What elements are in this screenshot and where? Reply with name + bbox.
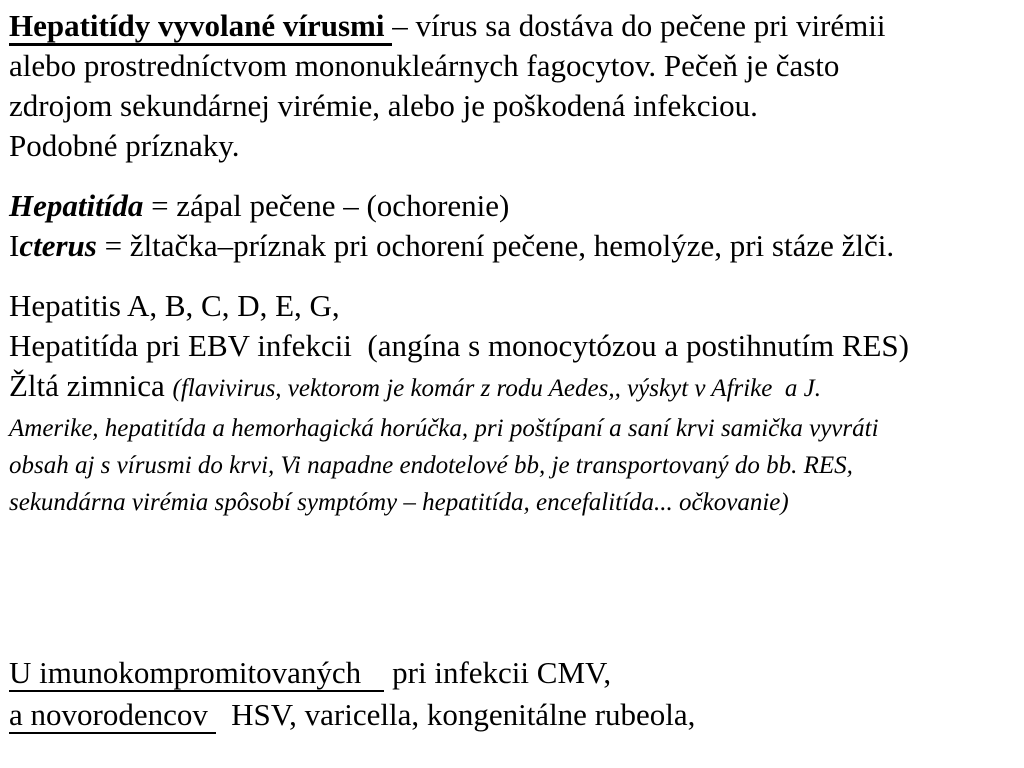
hepatitis-types-paragraph bbox=[9, 286, 1022, 520]
text-run-regular: Podobné príznaky. bbox=[9, 128, 240, 163]
text-run-underline: a novorodencov bbox=[9, 697, 216, 732]
text-line bbox=[9, 694, 1022, 736]
text-run-regular: = zápal pečene – (ochorenie) bbox=[143, 188, 510, 223]
definitions-paragraph bbox=[9, 186, 1022, 266]
text-line bbox=[9, 86, 1022, 126]
text-run-bold-italic: cterus bbox=[19, 228, 97, 263]
text-run-regular: Hepatitída pri EBV infekcii (angína s monocytózou a postihnutím RES) bbox=[9, 328, 909, 363]
text-run-regular: zdrojom sekundárnej virémie, alebo je poškodená infekciou. bbox=[9, 88, 758, 123]
text-line bbox=[9, 326, 1022, 366]
text-line bbox=[9, 6, 1022, 46]
text-run-regular: pri infekcii CMV, bbox=[384, 655, 612, 690]
text-run-italic-small: Amerike, hepatitída a hemorhagická horúčka, pri poštípaní a saní krvi samička vyvráti bbox=[9, 415, 879, 442]
text-run-italic-small: obsah aj s vírusmi do krvi, Vi napadne endotelové bb, je transportovaný do bb. RES, bbox=[9, 452, 853, 479]
text-run-bold-italic: Hepatitída bbox=[9, 188, 144, 223]
text-run-regular: – vírus sa dostáva do pečene pri virémii bbox=[392, 8, 886, 43]
text-line bbox=[9, 483, 1022, 520]
intro-paragraph bbox=[9, 6, 1022, 166]
text-run-italic-small: (flavivirus, vektorom je komár z rodu Aedes,, výskyt v Afrike a J. bbox=[172, 375, 821, 402]
text-line bbox=[9, 226, 1022, 266]
text-run-underline: U imunokompromitovaných bbox=[9, 655, 385, 690]
text-line bbox=[9, 126, 1022, 166]
text-line bbox=[9, 652, 1022, 694]
special-cases-paragraph bbox=[9, 652, 1022, 736]
text-run-regular: alebo prostredníctvom mononukleárnych fagocytov. Pečeň je často bbox=[9, 48, 840, 83]
text-line bbox=[9, 366, 1022, 409]
text-run-regular: = žltačka–príznak pri ochorení pečene, hemolýze, pri stáze žlči. bbox=[96, 228, 895, 263]
text-line bbox=[9, 409, 1022, 446]
text-run-regular: Hepatitis A, B, C, D, E, G, bbox=[9, 288, 340, 323]
text-run-regular: HSV, varicella, kongenitálne rubeola, bbox=[215, 697, 696, 732]
text-run-bold-underline: Hepatitídy vyvolané vírusmi bbox=[9, 8, 392, 46]
text-run-regular: I bbox=[9, 228, 20, 263]
text-run-regular: Žltá zimnica bbox=[9, 368, 173, 403]
text-line bbox=[9, 286, 1022, 326]
text-run-italic-small: sekundárna virémia spôsobí symptómy – hepatitída, encefalitída... očkovanie) bbox=[9, 489, 789, 516]
text-line bbox=[9, 186, 1022, 226]
text-line bbox=[9, 446, 1022, 483]
text-line bbox=[9, 46, 1022, 86]
